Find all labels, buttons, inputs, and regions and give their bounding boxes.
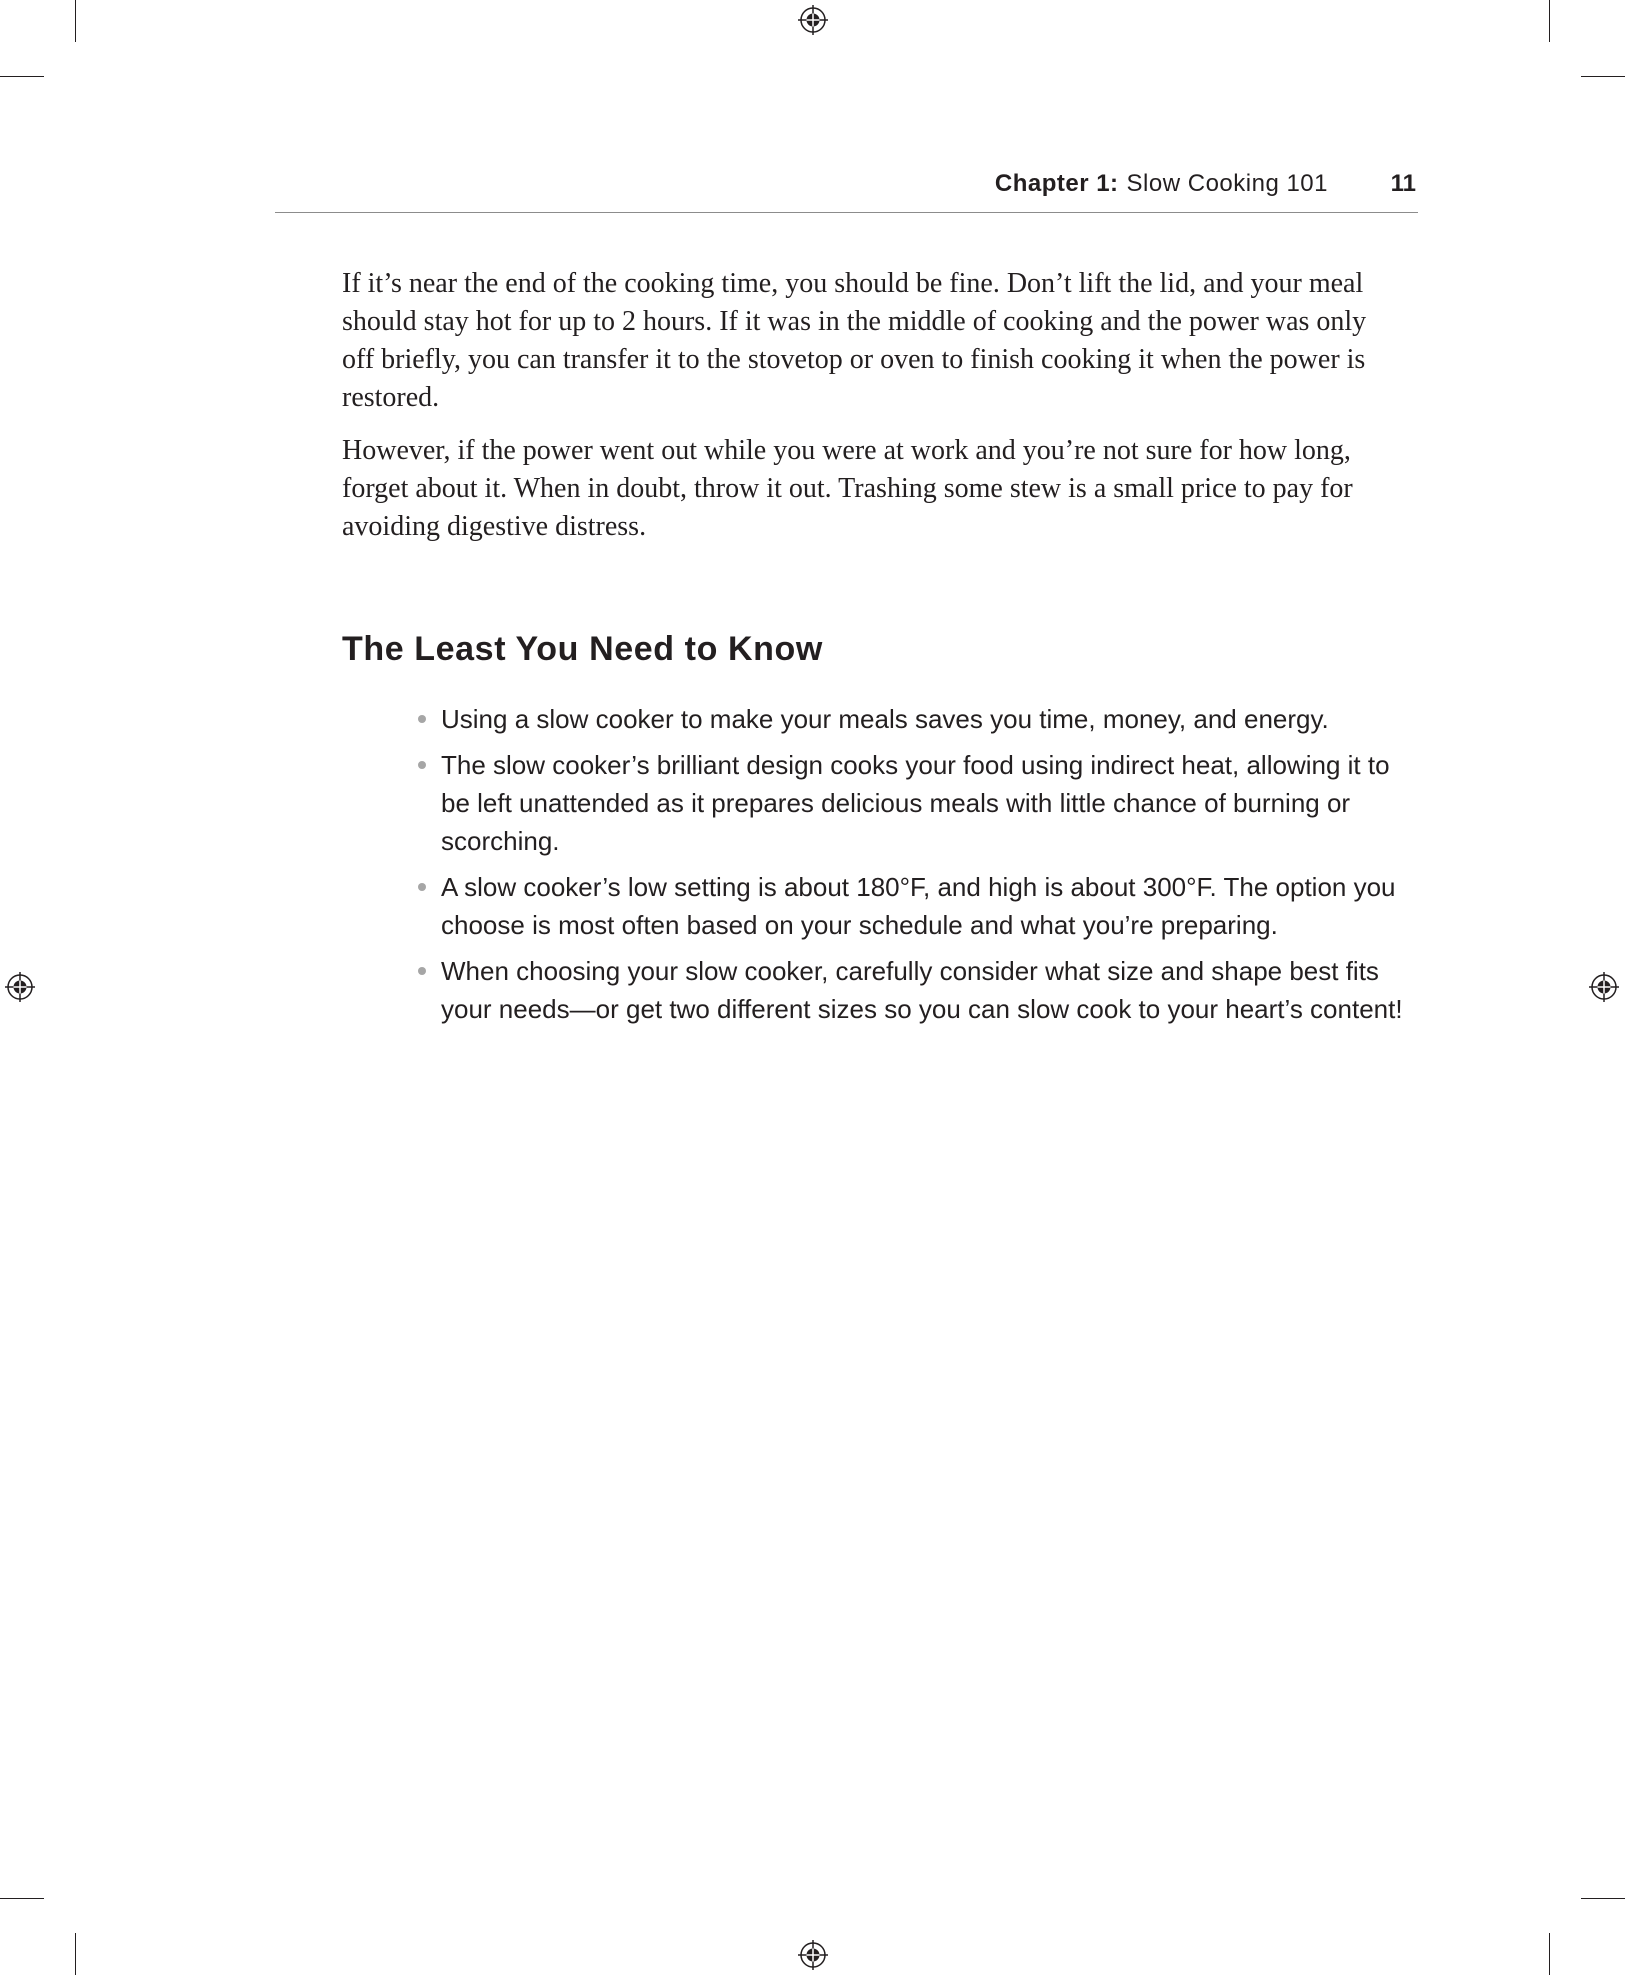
- body-text: [342, 265, 1392, 561]
- body-paragraph: If it’s near the end of the cooking time, you should be fine. Don’t lift the lid, and your meal should stay hot for up to 2 hours. If it was in the middle of cooking and the power was only off briefly, you can transfer it to the stovetop or oven to finish cooking it when the power is restored.: [342, 268, 1367, 413]
- registration-mark-icon: [798, 1940, 828, 1970]
- registration-mark-icon: [1589, 972, 1619, 1002]
- bullet-icon: [418, 883, 426, 891]
- chapter-title: Slow Cooking 101: [1126, 170, 1328, 197]
- list-item-text: Using a slow cooker to make your meals saves you time, money, and energy.: [441, 704, 1329, 734]
- crop-mark-bottom-right: [1549, 1933, 1550, 1975]
- summary-bullet-list: [414, 700, 1414, 1036]
- bullet-icon: [418, 967, 426, 975]
- list-item-text: When choosing your slow cooker, carefully consider what size and shape best fits your needs—or get two different sizes so you can slow cook to your heart’s content!: [441, 956, 1403, 1024]
- crop-mark-bottom-left: [75, 1933, 76, 1975]
- crop-mark-top-left: [0, 76, 44, 77]
- crop-mark-bottom-right: [1581, 1898, 1625, 1899]
- bullet-icon: [418, 761, 426, 769]
- list-item-text: The slow cooker’s brilliant design cooks your food using indirect heat, allowing it to be left unattended as it prepares delicious meals with little chance of burning or scorching.: [441, 750, 1390, 856]
- section-heading: The Least You Need to Know: [342, 630, 823, 668]
- chapter-label: Chapter 1:: [994, 170, 1119, 197]
- crop-mark-bottom-left: [0, 1898, 44, 1899]
- bullet-icon: [418, 715, 426, 723]
- running-header-chapter: [995, 170, 1328, 198]
- running-header: [275, 168, 1418, 213]
- list-item: [414, 952, 1414, 1028]
- crop-mark-top-left: [75, 0, 76, 42]
- body-paragraph: However, if the power went out while you were at work and you’re not sure for how long, forget about it. When in doubt, throw it out. Trashing some stew is a small price to pay for avoiding digestive distress.: [342, 435, 1353, 542]
- registration-mark-icon: [5, 972, 35, 1002]
- registration-mark-icon: [798, 5, 828, 35]
- crop-mark-top-right: [1549, 0, 1550, 42]
- list-item: [414, 700, 1414, 738]
- list-item: [414, 746, 1414, 860]
- crop-mark-top-right: [1581, 76, 1625, 77]
- page-number: 11: [1390, 170, 1416, 197]
- list-item-text: A slow cooker’s low setting is about 180°F, and high is about 300°F. The option you choose is most often based on your schedule and what you’re preparing.: [441, 872, 1396, 940]
- list-item: [414, 868, 1414, 944]
